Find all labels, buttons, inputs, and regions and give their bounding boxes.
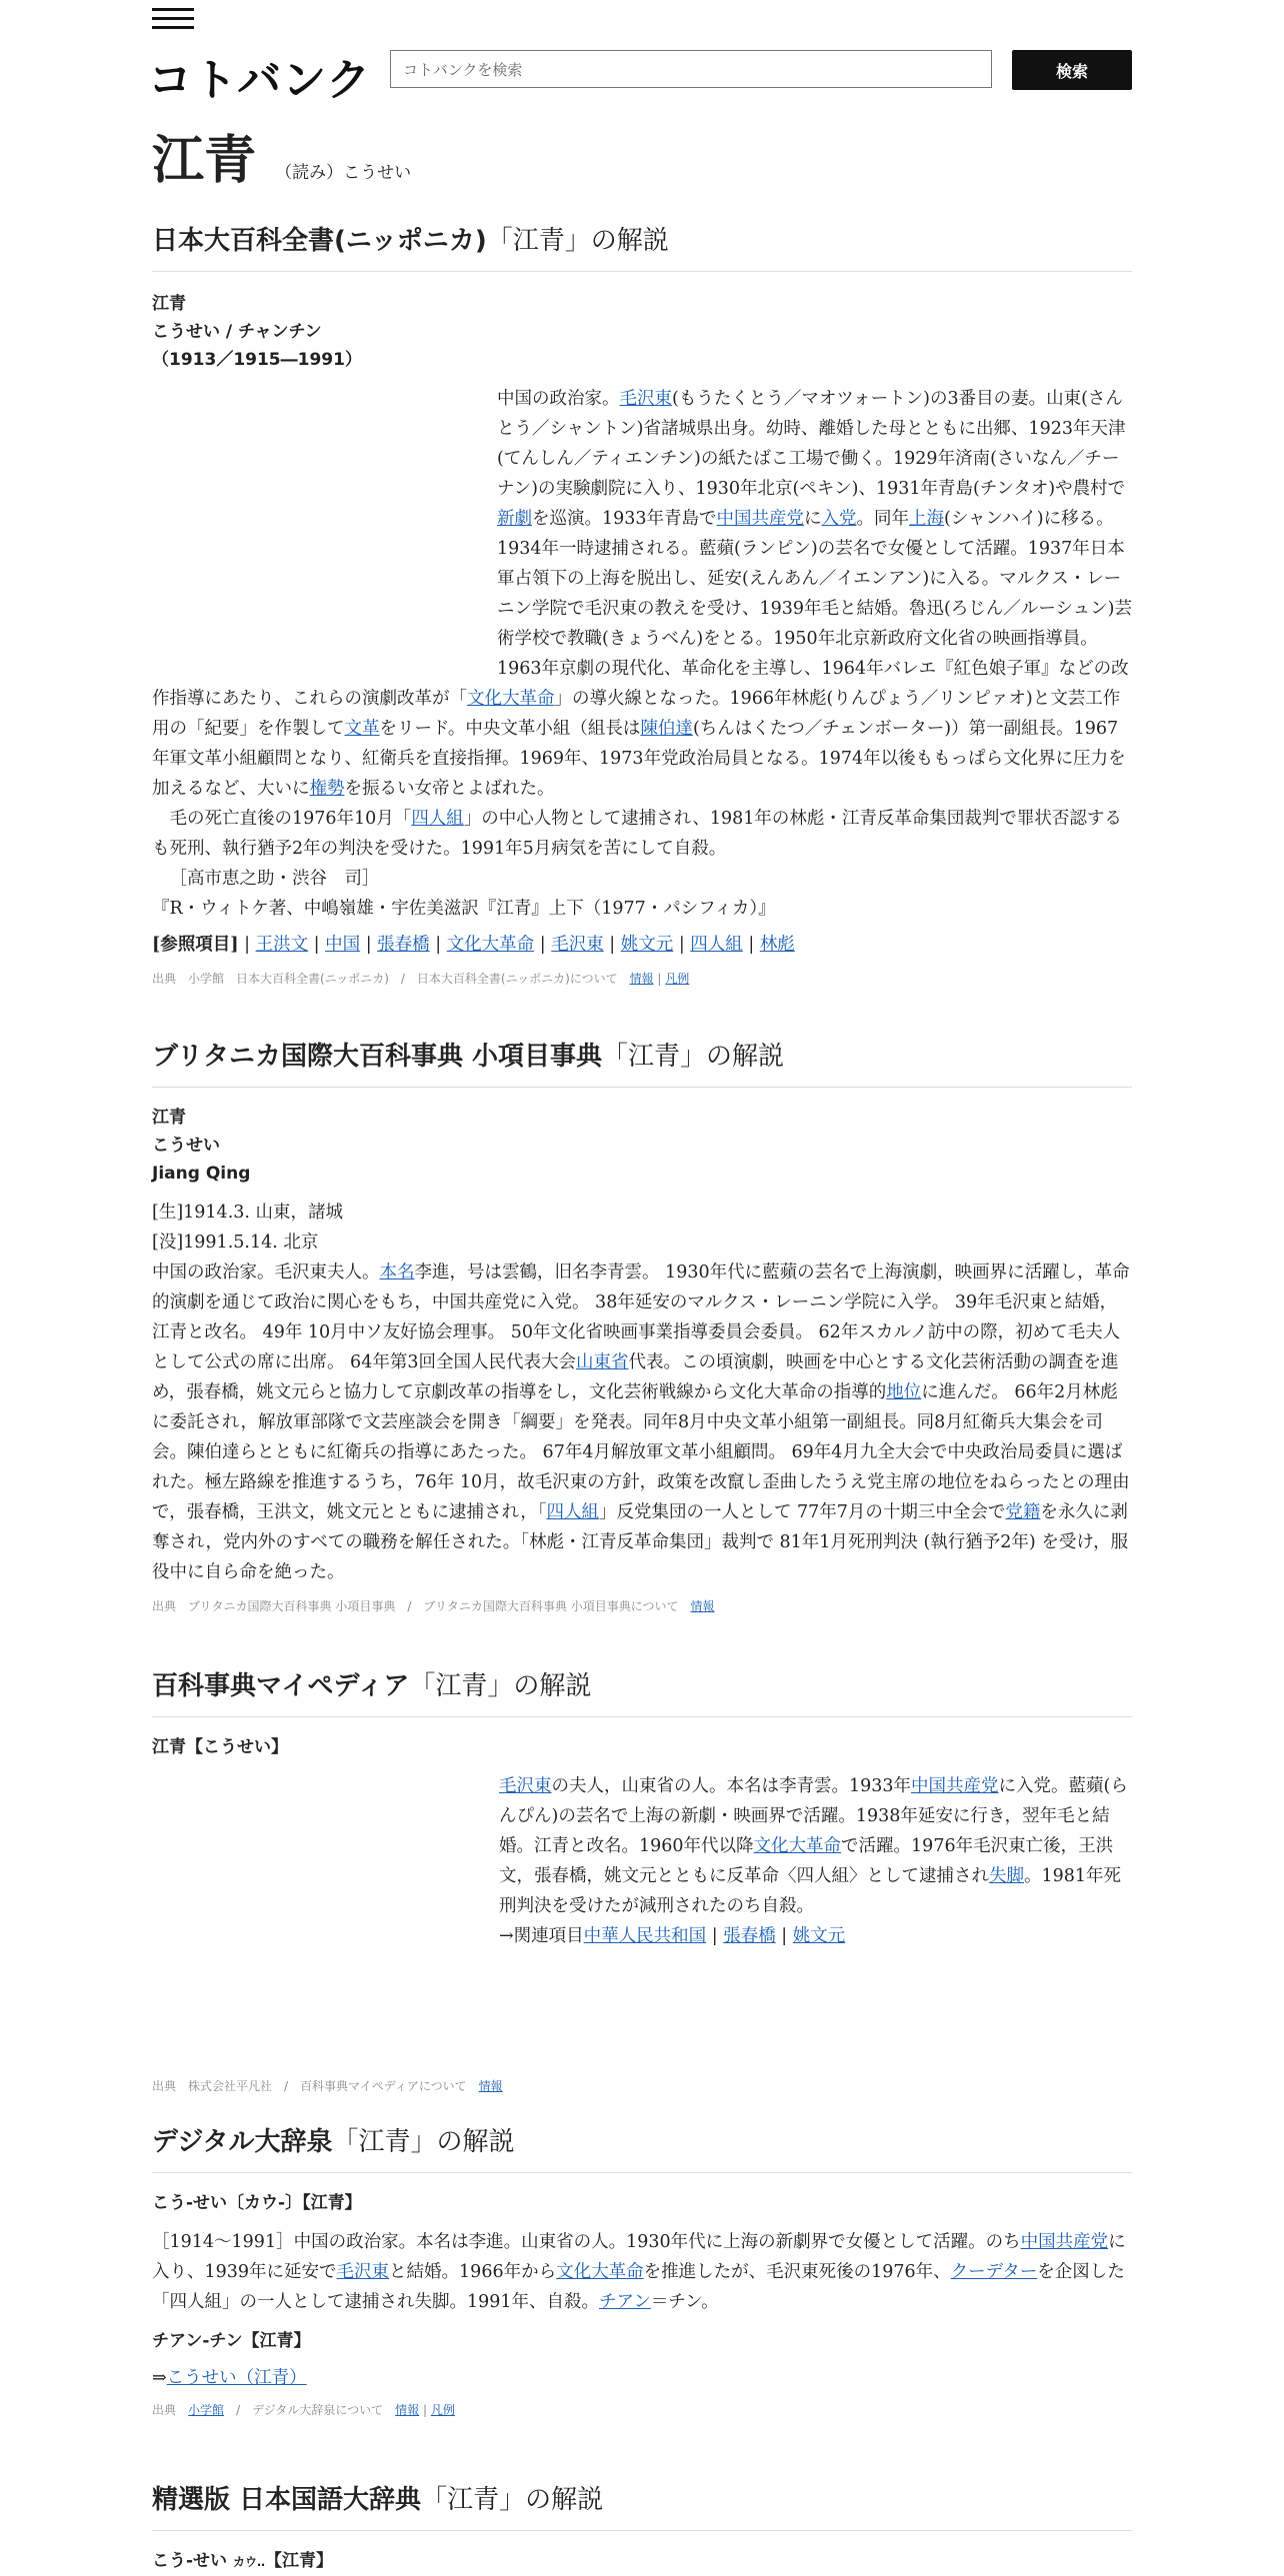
source-line: 出典 小学館 / デジタル大辞泉について 情報 | 凡例 [152,2403,455,2417]
menu-icon[interactable] [152,8,194,30]
info-link[interactable]: 情報 [478,2079,503,2093]
section-title: 日本大百科全書(ニッポニカ)「江青」の解説 [152,220,1132,272]
entry-head: 江青 [152,1108,186,1128]
paragraph: 毛の死亡直後の1976年10月「四人組」の中心人物として逮捕され、1981年の林彪・江青反革命集団裁判で罪状否認するも死刑、執行猶予2年の判決を受けた。1991年5月病気を苦にして自殺。 [152,809,1122,859]
see-item[interactable]: 中国 [325,935,361,955]
entry-head-2: チアン‐チン【江青】 [152,2331,311,2351]
see-item[interactable]: 四人組 [690,935,743,955]
link-cultural-revolution[interactable]: 文化大革命 [753,1836,842,1856]
section-mypedia [152,1665,1132,2094]
link-mao[interactable]: 毛沢東 [619,389,672,409]
entry-body: [生]1914.3. 山東，諸城 [没]1991.5.14. 北京 中国の政治家。毛沢東夫人。本名李進，号は雲鶴，旧名李青雲。 1930年代に藍蘋の芸名で上海演劇，映画界に活躍し，革命的演劇を通じて政治に関心をもち，中国共産党に入党。 38年延安のマルクス・レーニン学院に入学。 39年毛沢東と結婚，江青と改名。 49年 10月中ソ友好協会理事。 50年文化省映画事業指導委員会委員。 62年スカルノ訪中の際，初めて毛夫人として公式の席に出席。 64年第3回全国人民代表大会山東省代表。この頃演劇，映画を中心とする文化芸術活動の調査を進め，張春橋，姚文元らと協力して京劇改革の指導をし，文化芸術戦線から文化大革命の指導的地位に進んだ。 66年2月林彪に委託され，解放軍部隊で文芸座談会を開き「綱要」を発表。同年8月中央文革小組第一副組長。同8月紅衛兵大集会を司会。陳伯達らとともに紅衛兵の指導にあたった。 67年4月解放軍文革小組顧問。 69年4月九全大会で中央政治局委員に選ばれた。極左路線を推進するうち，76年 10月，故毛沢東の方針，政策を改竄し歪曲したうえ党主席の地位をねらったとの理由で，張春橋，王洪文，姚文元とともに逮捕され，「四人組」反党集団の一人として 77年7月の十期三中全会で党籍を永久に剥奪され，党内外のすべての職務を解任された。「林彪・江青反革命集団」裁判で 81年1月死刑判決 (執行猶予2年) を受け，服役中に自ら命を絶った。 [152,1198,1132,1587]
related: →関連項目中華人民共和国 | 張春橋 | 姚文元 [499,1926,846,1946]
search-input[interactable]: コトバンクを検索 [390,50,992,88]
entry-head: 江青 [152,294,186,314]
link-ccp[interactable]: 中国共産党 [911,1776,999,1796]
search-button[interactable]: 検索 [1012,50,1132,90]
see-item[interactable]: 林彪 [759,935,795,955]
died: [没]1991.5.14. 北京 [152,1233,319,1253]
info-link[interactable]: 情報 [629,972,654,986]
see-item[interactable]: 毛沢東 [551,935,604,955]
see-item[interactable]: 王洪文 [255,935,309,955]
section-daijisen [152,2121,1132,2418]
entry-romanization: Jiang Qing [152,1164,251,1184]
link-shandong[interactable]: 山東省 [575,1352,629,1372]
section-title: デジタル大辞泉「江青」の解説 [152,2121,1132,2173]
author: ［高市恵之助・渋谷 司］ [169,869,380,889]
entry-reading: こうせい / チャンチン [152,322,322,342]
link-ccp[interactable]: 中国共産党 [1020,2232,1109,2252]
link-cultural-revolution[interactable]: 文化大革命 [556,2262,644,2282]
section-nipponica [152,220,1132,987]
reference: 『R・ウィトケ著、中嶋嶺雄・宇佐美滋訳『江青』上下（1977・パシフィカ）』 [152,899,776,919]
link-coup[interactable]: クーデター [950,2262,1038,2282]
entry-body: 毛沢東の夫人，山東省の人。本名は李青雲。1933年中国共産党に入党。藍蘋(らんぴん)の芸名で上海の新劇・映画界で活躍。1938年延安に行き，翌年毛と結婚。江青と改名。1960年代以降文化大革命で活躍。1976年毛沢東亡後，王洪文，張春橋，姚文元とともに反革命〈四人組〉として逮捕され失脚。1981年死刑判決を受けたが減刑されたのち自殺。 →関連項目中華人民共和国 | 張春橋 | 姚文元 [152,1771,1132,2061]
info-link[interactable]: 情報 [395,2403,420,2417]
entry-head: 江青【こうせい】 [152,1737,288,1757]
link-gang-of-four[interactable]: 四人組 [411,809,464,829]
entry-reading: こうせい [152,1136,220,1156]
section-title: 精選版 日本国語大辞典「江青」の解説 [152,2479,1132,2531]
link-kensei[interactable]: 権勢 [309,779,345,799]
link-join[interactable]: 入党 [821,509,857,529]
related-item[interactable]: 姚文元 [792,1926,846,1946]
related-item[interactable]: 張春橋 [723,1926,776,1946]
see-item[interactable]: 張春橋 [377,935,430,955]
section-britannica [152,1036,1132,1614]
legend-link[interactable]: 凡例 [430,2403,455,2417]
legend-link[interactable]: 凡例 [665,972,690,986]
entry-years: （1913／1915―1991） [152,350,362,370]
link-ccp[interactable]: 中国共産党 [716,509,805,529]
headword [152,118,411,193]
link-bunkaku[interactable]: 文革 [344,719,380,739]
reading: （読み）こうせい [275,163,412,183]
related-item[interactable]: 中華人民共和国 [583,1926,707,1946]
link-shanghai[interactable]: 上海 [909,509,945,529]
entry-body: 中国の政治家。毛沢東(もうたくとう／マオツォートン)の3番目の妻。山東(さんとう／シャントン)省諸城県出身。幼時、離婚した母とともに出郷、1923年天津(てんしん／ティエンチン)の紙たばこ工場で働く。1929年済南(さいなん／チーナン)の実験劇院に入り、1930年北京(ペキン)、1931年青島(チンタオ)や農村で新劇を巡演。1933年青島で中国共産党に入党。同年上海(シャンハイ)に移る。1934年一時逮捕される。藍蘋(ランピン)の芸名で女優として活躍。1937年日本軍占領下の上海を脱出し、延安(えんあん／イエンアン)に入る。マルクス・レーニン学院で毛沢東の教えを受け、1939年毛と結婚。魯迅(ろじん／ルーシュン)芸術学校で教職(きょうべん)をとる。1950年北京新政府文化省の映画指導員。1963年京劇の現代化、革命化を主導し、1964年バレエ『紅色娘子軍』などの改作指導にあたり、これらの演劇改革が「文化大革命」の導火線となった。1966年林彪(りんぴょう／リンピァオ)と文芸工作用の「紀要」を作製して文革をリード。中央文革小組（組長は陳伯達(ちんはくたつ／チェンボーター)）第一副組長。1967年軍文革小組顧問となり、紅衛兵を直接指揮。1969年、1973年党政治局員となる。1974年以後ももっぱら文化界に圧力を加えるなど、大いに権勢を振るい女帝とよばれた。 毛の死亡直後の1976年10月「四人組」の中心人物として逮捕され、1981年の林彪・江青反革命集団裁判で罪状否認するも死刑、執行猶予2年の判決を受けた。1991年5月病気を苦にして自殺。 ［高市恵之助・渋谷 司］ 『R・ウィトケ著、中嶋嶺雄・宇佐美滋訳『江青』上下（1977・パシフィカ）』 [152,384,1132,924]
source-line: 出典 小学館 日本大百科全書(ニッポニカ) / 日本大百科全書(ニッポニカ)について 情報 | 凡例 [152,972,690,986]
see-item[interactable]: 姚文元 [620,935,674,955]
entry-head: こう‐せい カウ‥【江青】 [152,2551,333,2571]
link-mao[interactable]: 毛沢東 [336,2262,390,2282]
page-title: 江青 [152,131,257,191]
link-cultural-revolution[interactable]: 文化大革命 [467,689,555,709]
section-nikkoku [152,2479,1132,2576]
see-also: [参照項目] | 王洪文 | 中国 | 張春橋 | 文化大革命 | 毛沢東 | 姚文元 | 四人組 | 林彪 [152,935,795,955]
link-party-membership[interactable]: 党籍 [1005,1502,1041,1522]
source-line: 出典 ブリタニカ国際大百科事典 小項目事典 / ブリタニカ国際大百科事典 小項目事典について 情報 [152,1599,715,1613]
link-chen-boda[interactable]: 陳伯達 [640,719,693,739]
entry-body: ［1914～1991］中国の政治家。本名は李進。山東省の人。1930年代に上海の新劇界で女優として活躍。のち中国共産党に入り、1939年に延安で毛沢東と結婚。1966年から文化大革命を推進したが、毛沢東死後の1976年、クーデターを企図した「四人組」の一人として逮捕され失脚。1991年、自殺。チアン＝チン。 [152,2232,1126,2312]
link-position[interactable]: 地位 [886,1382,922,1402]
link-downfall[interactable]: 失脚 [989,1866,1024,1886]
link-real-name[interactable]: 本名 [379,1263,415,1283]
see-item[interactable]: 文化大革命 [446,935,535,955]
entry-head: こう‐せい〔カウ‐〕【江青】 [152,2193,362,2213]
xref-link[interactable]: こうせい（江青） [166,2368,307,2388]
site-logo[interactable]: コトバンク [148,55,372,106]
link-gang-of-four[interactable]: 四人組 [546,1502,599,1522]
born: [生]1914.3. 山東，諸城 [152,1203,344,1223]
section-title: ブリタニカ国際大百科事典 小項目事典「江青」の解説 [152,1036,1132,1088]
section-title: 百科事典マイペディア「江青」の解説 [152,1665,1132,1717]
link-chian[interactable]: チアン [599,2292,651,2312]
cross-reference: ⇒こうせい（江青） [152,2368,307,2388]
source-line: 出典 株式会社平凡社 / 百科事典マイペディアについて 情報 [152,2079,503,2093]
info-link[interactable]: 情報 [690,1599,715,1613]
link-shingeki[interactable]: 新劇 [497,509,532,529]
publisher-link[interactable]: 小学館 [188,2403,225,2417]
link-mao[interactable]: 毛沢東 [499,1776,552,1796]
